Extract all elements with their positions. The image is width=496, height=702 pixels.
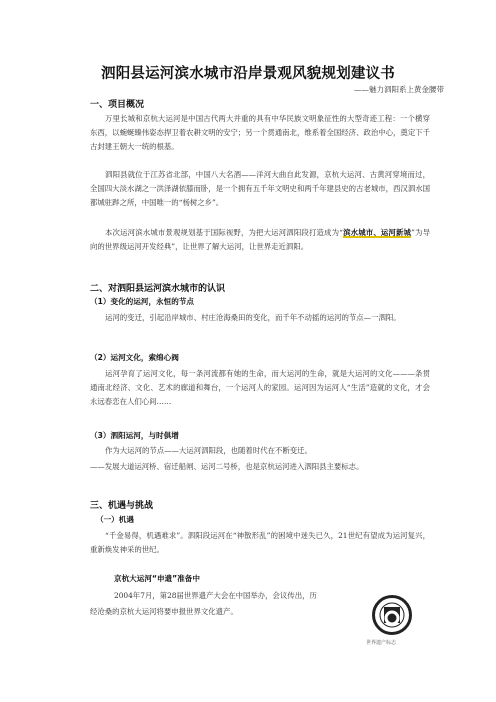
emblem-caption: 世界遗产标志 <box>366 640 397 646</box>
subheading-opportunity: （一）机遇 <box>96 515 134 524</box>
document-title: 泗阳县运河滨水城市沿岸景观风貌规划建议书 <box>101 66 395 82</box>
document-subtitle: ——魅力泗阳系上黄金腰带 <box>354 85 444 94</box>
paragraph-overview-1: 万里长城和京杭大运河是中国古代两大并重的具有中华民族文明象征性的大型奇迹工程：一个横穿东西，以蜿蜒臻伟姿态捍卫着农耕文明的安宁；另一个贯通南北，维系着全国经济、政治中心，奠定下千古封建王朝大一统的根基。 <box>90 114 430 151</box>
subheading-siyang-canal: （3）泗阳运河，与时俱增 <box>90 431 179 440</box>
subheading-canal-culture: （2）运河文化，索绵心阀 <box>90 353 179 362</box>
world-heritage-emblem-icon <box>372 595 412 635</box>
paragraph-overview-3-text-a: 本次运河滨水城市景观规划基于国际视野，为把大运河泗阳段打造成为“ <box>105 228 343 237</box>
paragraph-changing-canal: 运河的变迁，引起沿岸城市、村庄沧海桑田的变化，而千年不动摇的运河的节点—一泗阳。 <box>105 313 401 322</box>
paragraph-overview-2: 泗阳县就位于江苏省北部，中国八大名酒——洋河大曲自此发源，京杭大运河、古黄河穿境而过，全国四大淡水湖之一洪泽湖依膝而卧，是一个拥有五千年文明史和两千年建县史的古老城市，西汉泗水国都城驻跸之所，中国唯一的“杨树之乡”。 <box>90 170 430 207</box>
paragraph-overview-3 <box>90 226 430 254</box>
paragraph-heritage-2: 经沧桑的京杭大运河将要申报世界文化遗产。 <box>90 607 238 616</box>
section-heading-opportunities: 三、机遇与挑战 <box>90 501 154 511</box>
section-heading-understanding: 二、对泗阳县运河滨水城市的认识 <box>90 284 226 294</box>
section-heading-overview: 一、项目概况 <box>90 100 145 110</box>
paragraph-siyang-canal-1: 作为大运河的节点——大运河泗阳段，也随着时代在不断变迁。 <box>105 446 312 455</box>
paragraph-overview-3-text-b: ”为导向的世界级运河开发经典”，让世界了解大运河，让世界走近泗阳。 <box>90 228 430 251</box>
paragraph-heritage-1: 2004年7月，第28届世界遗产大会在中国举办，会议传出，历 <box>114 591 317 600</box>
paragraph-siyang-canal-2: ——发展大道运河桥、宿迁船闸、运河二号桥，也是京杭运河进入泗阳县主要标志。 <box>90 462 364 471</box>
highlight-waterfront-city: 滨水城市、运河新城 <box>342 228 412 237</box>
paragraph-canal-culture: 运河孕育了运河文化，每一条河流都有她的生命，而大运河的生命，就是大运河的文化———条贯通南北经济、文化、艺术的廊道和舞台，一个运河人的家园。运河因为运河人“生活”造就的文化，才会永远春恋在人们心间…… <box>90 369 430 406</box>
subheading-changing-canal: （1）变化的运河，永恒的节点 <box>90 297 195 306</box>
subheading-heritage-application: 京杭大运河“申遗”准备中 <box>114 574 200 583</box>
paragraph-opportunity: “千金易得，机遇难求”。泗阳段运河在“神散形乱”的困境中迷失已久，21世纪有望成为运河复兴，重新焕发神采的世纪。 <box>90 531 430 554</box>
